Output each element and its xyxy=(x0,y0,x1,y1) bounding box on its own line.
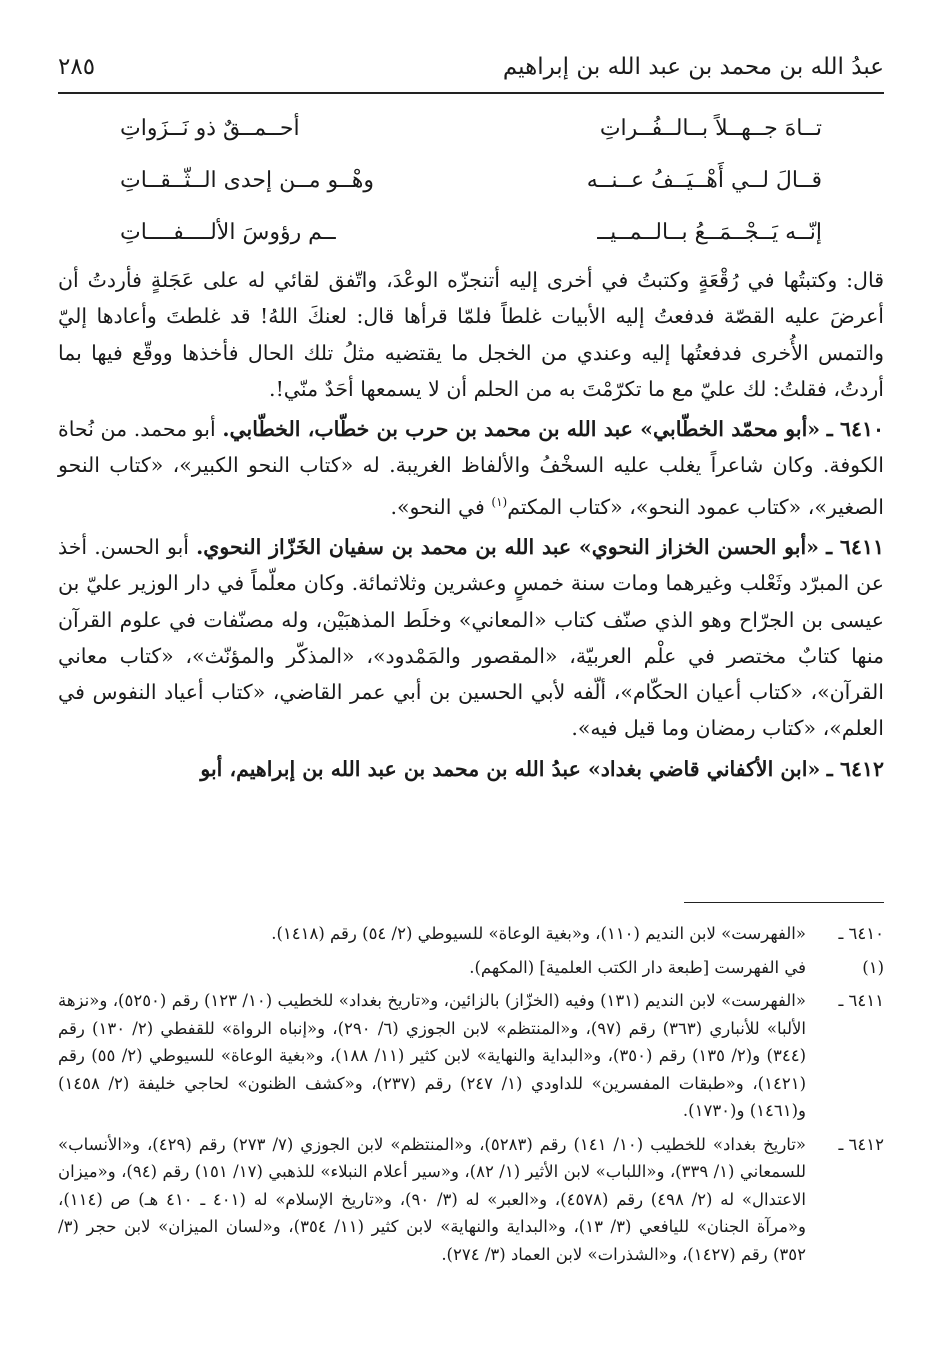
running-title: عبدُ الله بن محمد بن عبد الله بن إبراهيم xyxy=(502,54,884,80)
footnote-label: (١) xyxy=(862,957,884,977)
poem-verse xyxy=(120,168,822,208)
entry-body: أبو الحسن. أخذ عن المبرّد وثَعْلب وغيرهما ومات سنة خمسٍ وعشرين وثلاثمائة. وكان معلّماً في دار الوزير عليّ بن عيسى بن الجرّاح وهو الذي صنّف كتاب «المعاني» وخلَط المذهبَيْن، وله مصنّفات في علوم القرآن منها كتابٌ مختصر في علْم العربيّة، «المقصور والمَمْدود»، «المذكّر والمؤنّث»، «كتاب معاني القرآن»، «كتاب أعيان الحكّام»، ألّفه لأبي الحسين بن أبي عمر القاضي، «كتاب أعياد النفوس في العلم»، «كتاب رمضان وما قيل فيه». xyxy=(58,534,884,741)
entry-number: ٦٤١٠ ـ xyxy=(826,417,884,442)
main-text xyxy=(58,262,884,791)
entry-number: ٦٤١١ ـ xyxy=(826,534,884,559)
footnote-separator xyxy=(684,902,884,903)
entry-6410 xyxy=(58,411,884,525)
poem-verse xyxy=(120,116,822,156)
verse-first-hemistich: إنّــه يَــجْــمَــعُ بــالــمــيــ xyxy=(597,220,822,245)
verse-second-hemistich: أحــمــقٌ ذو نَــزَواتِ xyxy=(120,116,300,141)
entry-body-tail: في النحو». xyxy=(390,494,485,519)
page-number: ٢٨٥ xyxy=(58,54,96,80)
footnote-text: في الفهرست [طبعة دار الكتب العلمية] (المكهم). xyxy=(469,957,806,977)
footnotes xyxy=(58,920,884,1274)
header-rule xyxy=(58,92,884,94)
footnote-marker[interactable]: (١) xyxy=(491,494,508,509)
footnote-text: «الفهرست» لابن النديم (١٣١) وفيه (الخزّاز) بالزائين، و«تاريخ بغداد» للخطيب (١٠/ ١٢٣) رقم (٥٢٥٠)، و«نزهة الألبا» للأنباري (٣٦٣) رقم (٩٧)، و«المنتظم» لابن الجوزي (٦/ ٢٩٠)، و«إنباه الرواة» للقفطي (٢/ ١٣٠) رقم (٣٤٤) و(٢/ ١٣٥) رقم (٣٥٠)، و«البداية والنهاية» لابن كثير (١١/ ١٨٨)، و«بغية الوعاة» للسيوطي (٢/ ٥٥) رقم (١٤٢١)، و«طبقات المفسرين» للداودي (١/ ٢٤٧) رقم (٢٣٧)، و«كشف الظنون» لحاجي خليفة (٢/ ١٤٥٨) و(١٤٦١) و(١٧٣٠). xyxy=(58,991,807,1120)
footnote xyxy=(58,954,884,982)
footnote xyxy=(58,987,884,1125)
page-header xyxy=(58,54,884,92)
entry-number: ٦٤١٢ ـ xyxy=(826,756,884,781)
footnote xyxy=(58,1131,884,1269)
footnote-label: ٦٤١١ ـ xyxy=(838,991,884,1010)
entry-6411 xyxy=(58,529,884,747)
footnote-text: «الفهرست» لابن النديم (١١٠)، و«بغية الوعاة» للسيوطي (٢/ ٥٤) رقم (١٤١٨). xyxy=(271,924,806,943)
verse-first-hemistich: قــالَ لــي أَهْــيَــفُ عــنــه xyxy=(586,168,822,193)
entry-heading: «أبو محمّد الخطّابي» عبد الله بن محمد بن حرب بن خطّاب، الخطّابي. xyxy=(222,417,821,442)
verse-first-hemistich: تــاهَ جــهــلاً بــالــفُــراتِ xyxy=(599,116,822,141)
entry-body: أبو محمد. من نُحاة الكوفة. وكان شاعراً يغلب عليه السخْفُ والألفاظ الغريبة. له «كتاب النحو الكبير»، «كتاب النحو الصغير»، «كتاب عمود النحو»، «كتاب المكتم xyxy=(58,417,884,519)
entry-heading: «ابن الأكفاني قاضي بغداد» عبدُ الله بن محمد بن عبد الله بن إبراهيم، أبو xyxy=(200,756,821,781)
footnote-label: ٦٤١٢ ـ xyxy=(838,1134,884,1154)
entry-6412 xyxy=(58,751,884,787)
narrative-paragraph: قال: وكتبتُها في رُقْعَةٍ وكتبتُ في أخرى إليه أتنجزّه الوعْدَ، واتّفق لقائي له على عَجَلةٍ فأردتُ أن أعرضَ عليه القصّة فدفعتُ إليه الأبيات غلطاً فلمّا قرأها قال: لعنكَ اللهُ! قد غلطتَ وأعادها إليّ والتمس الأُخرى فدفعتُها إليه وعندي من الخجل ما يقتضيه مثلُ تلك الحال فأخذها ووقّع فيها بما أردتُ، فقلتُ: لك عليّ مع ما تكرّمْتَ به من الحلم أن لا يسمعها أحَدٌ منّي!. xyxy=(58,268,884,401)
entry-heading: «أبو الحسن الخزاز النحوي» عبد الله بن محمد بن سفيان الخَزّاز النحوي. xyxy=(196,534,819,559)
verse-second-hemistich: وهْــو مــن إحدى الــثّــقــاتِ xyxy=(120,168,375,193)
footnote-text: «تاريخ بغداد» للخطيب (١٠/ ١٤١) رقم (٥٢٨٣)، و«المنتظم» لابن الجوزي (٧/ ٢٧٣) رقم (٤٢٩)، و«الأنساب» للسمعاني (١/ ٣٣٩)، و«اللباب» لابن الأثير (١/ ٨٢)، و«سير أعلام النبلاء» للذهبي (١٧/ ١٥١) رقم (٩٤)، و«ميزان الاعتدال» له (٢/ ٤٩٨) رقم (٤٥٧٨)، و«العبر» له (٣/ ٩٠)، و«تاريخ الإسلام» له (٤٠١ ـ ٤١٠ هـ) ص (١١٤)، و«مرآة الجنان» لليافعي (٣/ ١٣)، و«البداية والنهاية» لابن كثير (١١/ ٣٥٤)، و«لسان الميزان» لابن حجر (٣/ ٣٥٢) رقم (١٤٢٧)، و«الشذرات» لابن العماد (٣/ ٢٧٤). xyxy=(58,1134,807,1264)
poem-verse xyxy=(120,220,822,260)
verse-second-hemistich: ــم رؤوسَ الألــــفــــاتِ xyxy=(120,220,336,245)
footnote xyxy=(58,920,884,948)
footnote-label: ٦٤١٠ ـ xyxy=(838,924,884,943)
